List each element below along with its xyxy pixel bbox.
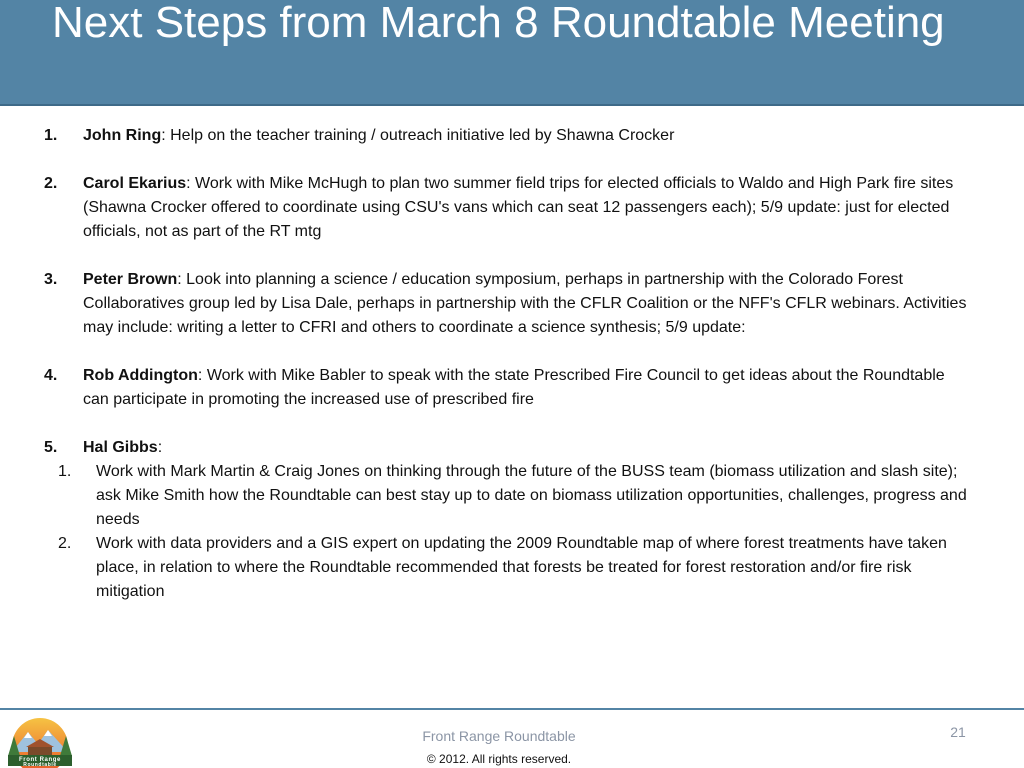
action-item [44, 436, 974, 604]
item-text: : Work with Mike McHugh to plan two summer field trips for elected officials to Waldo and High Park fire sites (Shawna Crocker offered to coordinate using CSU's vans which can seat 12 passengers each); 5/9 update: just for elected officials, not as part of the RT mtg [83, 175, 954, 240]
footer-copyright: © 2012. All rights reserved. [426, 752, 572, 766]
sub-item-number: 1. [58, 463, 72, 480]
item-owner: Rob Addington [83, 367, 198, 384]
item-owner: John Ring [83, 127, 162, 144]
item-number: 4. [44, 367, 58, 384]
action-item [44, 172, 974, 244]
item-number: 2. [44, 175, 58, 192]
slide-title: Next Steps from March 8 Roundtable Meeting [52, 0, 945, 47]
item-owner: Hal Gibbs [83, 439, 158, 456]
item-number: 3. [44, 271, 58, 288]
footer-divider [0, 708, 1024, 710]
sub-item-text: Work with data providers and a GIS expert on updating the 2009 Roundtable map of where forest treatments have taken place, in relation to where the Roundtable recommended that forests be treated for forest restoration and/or fire risk mitigation [96, 535, 947, 600]
action-items-list [44, 124, 974, 628]
footer-organization: Front Range Roundtable [422, 728, 576, 744]
action-item [44, 124, 974, 148]
title-bar [0, 0, 1024, 106]
item-number: 1. [44, 127, 58, 144]
svg-text:Front Range: Front Range [19, 757, 61, 763]
item-number: 5. [44, 439, 58, 456]
sub-item-text: Work with Mark Martin & Craig Jones on thinking through the future of the BUSS team (biomass utilization and slash site); ask Mike Smith how the Roundtable can best stay up to date on biomass utilization opportunities, challenges, progress and needs [96, 463, 967, 528]
action-item [44, 364, 974, 412]
sub-item [44, 460, 974, 532]
sub-item [44, 532, 974, 604]
item-owner: Carol Ekarius [83, 175, 187, 192]
item-text: : Work with Mike Babler to speak with the state Prescribed Fire Council to get ideas about the Roundtable can participate in promoting the increased use of prescribed fire [83, 367, 945, 408]
item-text: : [157, 439, 163, 456]
item-text: : Help on the teacher training / outreach initiative led by Shawna Crocker [161, 127, 675, 144]
svg-text:Roundtable: Roundtable [23, 762, 57, 768]
item-text: : Look into planning a science / education symposium, perhaps in partnership with the Colorado Forest Collaboratives group led by Lisa Dale, perhaps in partnership with the CFLR Coalition or the NFF's CFLR webinars. Activities may include: writing a letter to CFRI and others to coordinate a science synthesis; 5/9 update: [83, 271, 967, 336]
item-owner: Peter Brown [83, 271, 178, 288]
sub-item-number: 2. [58, 535, 72, 552]
action-item [44, 268, 974, 340]
page-number: 21 [950, 724, 966, 740]
